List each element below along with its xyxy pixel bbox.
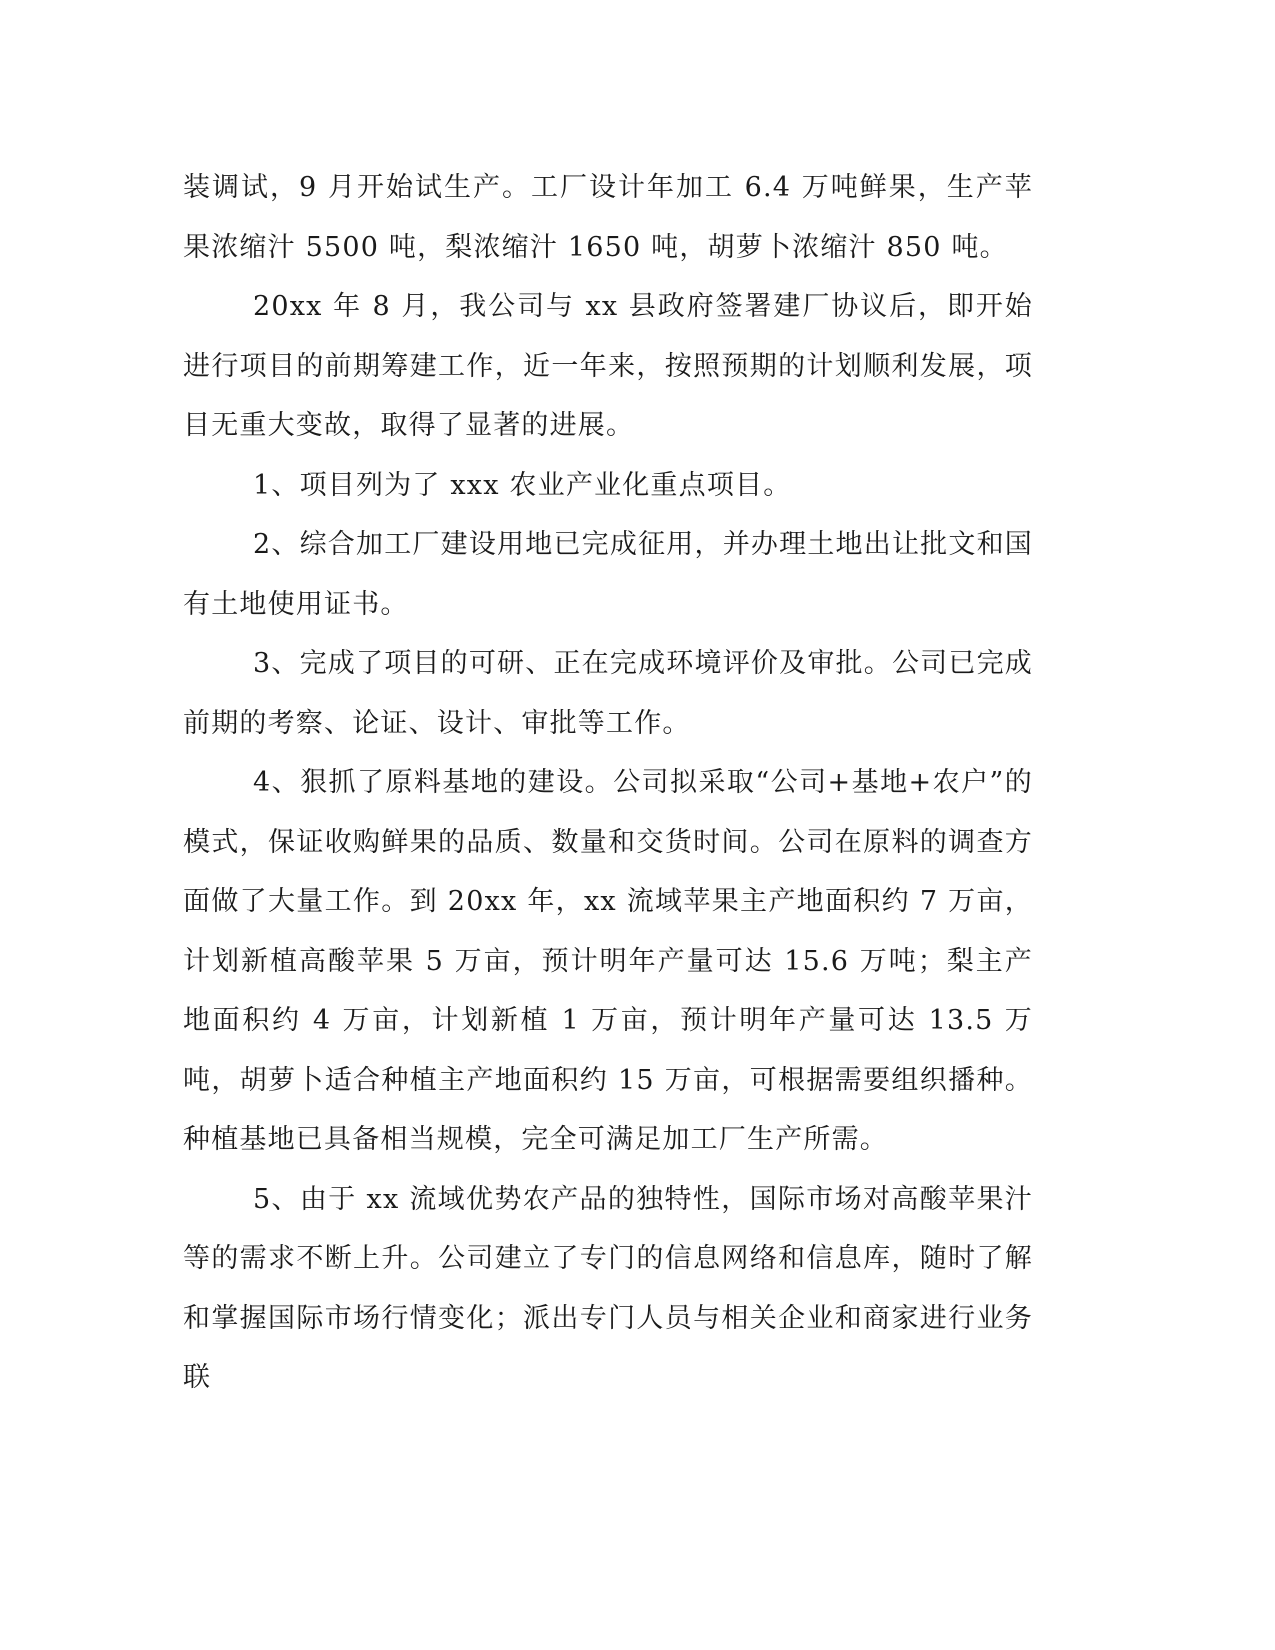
document-body bbox=[183, 158, 1033, 1408]
paragraph-item-2: 2、综合加工厂建设用地已完成征用，并办理土地出让批文和国有土地使用证书。 bbox=[183, 529, 1033, 620]
paragraph-item-3: 3、完成了项目的可研、正在完成环境评价及审批。公司已完成前期的考察、论证、设计、审批等工作。 bbox=[183, 648, 1033, 739]
paragraph-item-1: 1、项目列为了 xxx 农业产业化重点项目。 bbox=[253, 469, 792, 501]
paragraph-project-start: 20xx 年 8 月，我公司与 xx 县政府签署建厂协议后，即开始进行项目的前期筹建工作，近一年来，按照预期的计划顺利发展，项目无重大变故，取得了显著的进展。 bbox=[183, 291, 1033, 441]
paragraph-item-5: 5、由于 xx 流域优势农产品的独特性，国际市场对高酸苹果汁等的需求不断上升。公司建立了专门的信息网络和信息库，随时了解和掌握国际市场行情变化；派出专门人员与相关企业和商家进行业务联 bbox=[183, 1183, 1033, 1393]
paragraph-item-4: 4、狠抓了原料基地的建设。公司拟采取“公司+基地+农户”的模式，保证收购鲜果的品质、数量和交货时间。公司在原料的调查方面做了大量工作。到 20xx 年，xx 流域苹果主产地面积约 7 万亩，计划新植高酸苹果 5 万亩，预计明年产量可达 15.6 万吨；梨主产地面积约 4 万亩，计划新植 1 万亩，预计明年产量可达 13.5 万吨，胡萝卜适合种植主产地面积约 15 万亩，可根据需要组织播种。种植基地已具备相当规模，完全可满足加工厂生产所需。 bbox=[183, 767, 1033, 1155]
paragraph-continuation: 装调试，9 月开始试生产。工厂设计年加工 6.4 万吨鲜果，生产苹果浓缩汁 5500 吨，梨浓缩汁 1650 吨，胡萝卜浓缩汁 850 吨。 bbox=[183, 172, 1033, 263]
